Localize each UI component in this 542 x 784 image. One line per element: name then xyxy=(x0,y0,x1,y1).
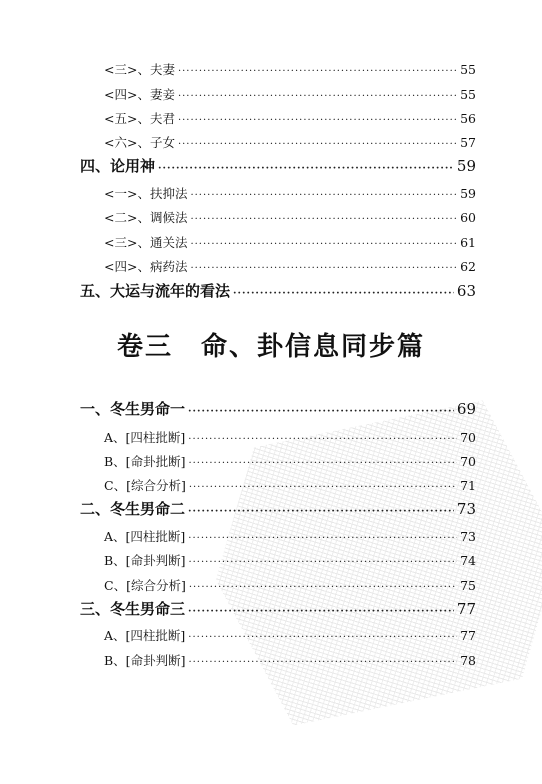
toc-entry-page: 62 xyxy=(460,259,476,274)
toc-heading-yongshen[interactable] xyxy=(80,155,476,176)
toc-entry-label: A、[四柱批断] xyxy=(104,430,186,445)
toc-entry-page: 59 xyxy=(460,186,476,201)
toc-entry-fuqi[interactable] xyxy=(104,60,476,78)
dot-leader xyxy=(189,582,457,593)
toc-entry-page: 60 xyxy=(460,210,476,225)
dot-leader xyxy=(233,288,454,299)
toc-entry-page: 77 xyxy=(460,628,476,643)
toc-entry-label: B、[命卦判断] xyxy=(104,653,186,668)
dot-leader xyxy=(188,657,457,668)
toc-chapter-label: 一、冬生男命一 xyxy=(80,400,186,418)
toc-entry-zonghe-2[interactable] xyxy=(104,576,476,594)
dot-leader xyxy=(190,214,457,225)
toc-entry-label: <四>、妻妾 xyxy=(104,87,175,102)
toc-entry-page: 78 xyxy=(460,653,476,668)
dot-leader xyxy=(188,458,457,469)
toc-entry-label: A、[四柱批断] xyxy=(104,628,186,643)
dot-leader xyxy=(188,632,457,643)
toc-chapter-1[interactable] xyxy=(80,398,476,419)
dot-leader xyxy=(188,406,454,417)
toc-entry-sizhu-3[interactable] xyxy=(104,626,476,644)
dot-leader xyxy=(178,115,457,126)
toc-entry-page: 55 xyxy=(460,87,476,102)
toc-chapter-page: 77 xyxy=(456,600,476,618)
toc-entry-minggua-1[interactable] xyxy=(104,452,476,470)
toc-entry-page: 74 xyxy=(460,553,476,568)
toc-chapter-3[interactable] xyxy=(80,598,476,619)
toc-entry-minggua-2[interactable] xyxy=(104,551,476,569)
toc-entry-sizhu-2[interactable] xyxy=(104,527,476,545)
toc-entry-label: <三>、夫妻 xyxy=(104,62,175,77)
toc-entry-label: <六>、子女 xyxy=(104,135,175,150)
toc-entry-fuyi[interactable] xyxy=(104,184,476,202)
toc-heading-page: 59 xyxy=(456,157,476,175)
dot-leader xyxy=(190,190,457,201)
dot-leader xyxy=(178,139,457,150)
dot-leader xyxy=(188,557,457,568)
dot-leader xyxy=(190,263,457,274)
toc-heading-label: 四、论用神 xyxy=(80,157,156,175)
toc-entry-label: <三>、通关法 xyxy=(104,235,188,250)
toc-chapter-page: 69 xyxy=(456,400,476,418)
volume-title: 卷三 命、卦信息同步篇 xyxy=(116,332,425,362)
toc-entry-label: <一>、扶抑法 xyxy=(104,186,188,201)
toc-entry-fujun[interactable] xyxy=(104,109,476,127)
dot-leader xyxy=(190,239,457,250)
toc-chapter-label: 二、冬生男命二 xyxy=(80,500,186,518)
dot-leader xyxy=(188,506,454,517)
dot-leader xyxy=(178,91,457,102)
toc-entry-page: 71 xyxy=(460,478,476,493)
toc-entry-label: B、[命卦判断] xyxy=(104,553,186,568)
dot-leader xyxy=(188,606,454,617)
toc-entry-label: <四>、病药法 xyxy=(104,259,188,274)
toc-entry-zinv[interactable] xyxy=(104,133,476,151)
dot-leader xyxy=(189,482,457,493)
dot-leader xyxy=(188,434,457,445)
toc-entry-page: 70 xyxy=(460,430,476,445)
dot-leader xyxy=(158,163,454,174)
toc-entry-tongguan[interactable] xyxy=(104,233,476,251)
toc-entry-page: 55 xyxy=(460,62,476,77)
toc-entry-sizhu-1[interactable] xyxy=(104,428,476,446)
toc-entry-page: 75 xyxy=(460,578,476,593)
dot-leader xyxy=(188,533,457,544)
toc-entry-label: <二>、调候法 xyxy=(104,210,188,225)
toc-entry-label: <五>、夫君 xyxy=(104,111,175,126)
toc-heading-dayun[interactable] xyxy=(80,280,476,301)
toc-entry-page: 57 xyxy=(460,135,476,150)
toc-entry-label: C、[综合分析] xyxy=(104,578,186,593)
toc-chapter-2[interactable] xyxy=(80,498,476,519)
toc-entry-qiqie[interactable] xyxy=(104,85,476,103)
toc-entry-page: 61 xyxy=(460,235,476,250)
toc-entry-bingyao[interactable] xyxy=(104,257,476,275)
toc-heading-page: 63 xyxy=(456,282,476,300)
toc-entry-zonghe-1[interactable] xyxy=(104,476,476,494)
toc-entry-label: A、[四柱批断] xyxy=(104,529,186,544)
toc-entry-tiaohou[interactable] xyxy=(104,208,476,226)
toc-entry-page: 73 xyxy=(460,529,476,544)
toc-heading-label: 五、大运与流年的看法 xyxy=(80,282,231,300)
toc-entry-label: B、[命卦批断] xyxy=(104,454,186,469)
toc-entry-label: C、[综合分析] xyxy=(104,478,186,493)
toc-entry-minggua-3[interactable] xyxy=(104,651,476,669)
toc-chapter-label: 三、冬生男命三 xyxy=(80,600,186,618)
dot-leader xyxy=(178,66,457,77)
toc-entry-page: 56 xyxy=(460,111,476,126)
toc-chapter-page: 73 xyxy=(456,500,476,518)
toc-entry-page: 70 xyxy=(460,454,476,469)
